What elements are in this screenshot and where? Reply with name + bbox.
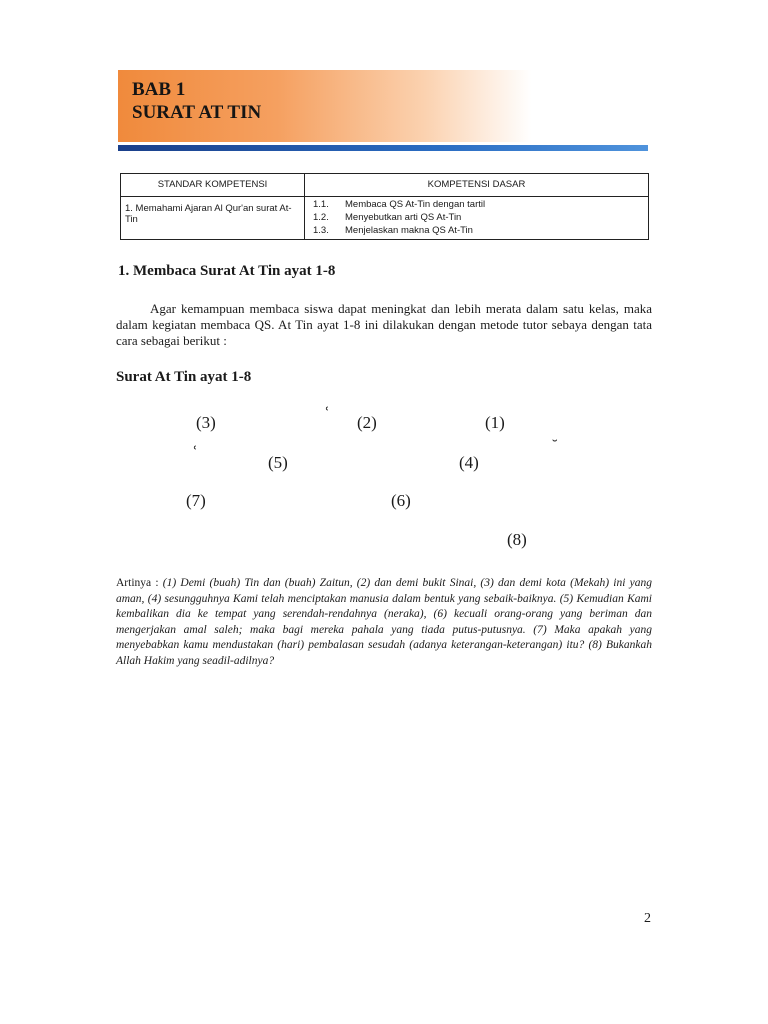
basic-competency-cell <box>305 197 649 240</box>
standard-competency-cell: 1. Memahami Ajaran Al Qur'an surat At-Tin <box>121 197 305 240</box>
surah-heading: Surat At Tin ayat 1-8 <box>116 369 252 385</box>
verse-number-7: (7) <box>186 491 206 510</box>
list-item <box>313 224 644 237</box>
competency-text: Menyebutkan arti QS At-Tin <box>345 212 462 223</box>
header-standard: STANDAR KOMPETENSI <box>121 174 305 197</box>
competency-number: 1.3. <box>313 225 329 236</box>
list-item <box>313 211 644 224</box>
chapter-banner <box>118 70 648 142</box>
verse-number-8: (8) <box>507 530 527 549</box>
chapter-title: SURAT AT TIN <box>132 102 262 123</box>
competency-number: 1.2. <box>313 212 329 223</box>
translation-paragraph <box>116 576 652 669</box>
translation-text: (1) Demi (buah) Tin dan (buah) Zaitun, (2) dan demi bukit Sinai, (3) dan demi kota (Mekah) ini yang aman, (4) sesungguhnya Kami telah menciptakan manusia dalam bentuk yang sebaik-baiknya. (5) Kemudian Kami kembalikan dia ke tempat yang serendah-rendahnya (neraka), (6) kecuali orang-orang yang beriman dan mengerjakan amal saleh; maka bagi mereka pahala yang tiada putus-putusnya. (7) Maka apakah yang menyebabkan kamu mendustakan (hari) pembalasan sesudah (adanya keterangan-keterangan) itu? (8) Bukankah Allah Hakim yang seadil-adilnya? <box>116 577 652 667</box>
table-header-row <box>121 174 649 197</box>
verse-number-5: (5) <box>268 453 288 472</box>
section-heading: 1. Membaca Surat At Tin ayat 1-8 <box>118 263 336 279</box>
verse-mark: ˘ <box>551 437 559 455</box>
page-number: 2 <box>644 911 651 926</box>
competency-text: Menjelaskan makna QS At-Tin <box>345 225 473 236</box>
verse-number-2: (2) <box>357 413 377 432</box>
competency-list <box>305 197 648 239</box>
intro-text: Agar kemampuan membaca siswa dapat meningkat dan lebih merata dalam satu kelas, maka dalam kegiatan membaca QS. At Tin ayat 1-8 ini dilakukan dengan metode tutor sebaya dengan tata cara sebagai berikut : <box>116 301 652 348</box>
chapter-label: BAB 1 <box>132 79 186 100</box>
competency-text: Membaca QS At-Tin dengan tartil <box>345 199 486 210</box>
verse-number-3: (3) <box>196 413 216 432</box>
chapter-heading <box>132 78 261 124</box>
intro-paragraph <box>116 301 652 349</box>
header-rule <box>118 145 648 151</box>
verse-number-4: (4) <box>459 453 479 472</box>
competency-table <box>120 173 649 240</box>
competency-number: 1.1. <box>313 199 329 210</box>
list-item <box>313 198 644 211</box>
verse-mark: ʿ <box>193 443 198 461</box>
verse-number-1: (1) <box>485 413 505 432</box>
verse-number-6: (6) <box>391 491 411 510</box>
verse-mark: ʿ <box>325 404 330 422</box>
table-row <box>121 197 649 240</box>
translation-label: Artinya : <box>116 577 163 589</box>
header-basic-competency: KOMPETENSI DASAR <box>305 174 649 197</box>
